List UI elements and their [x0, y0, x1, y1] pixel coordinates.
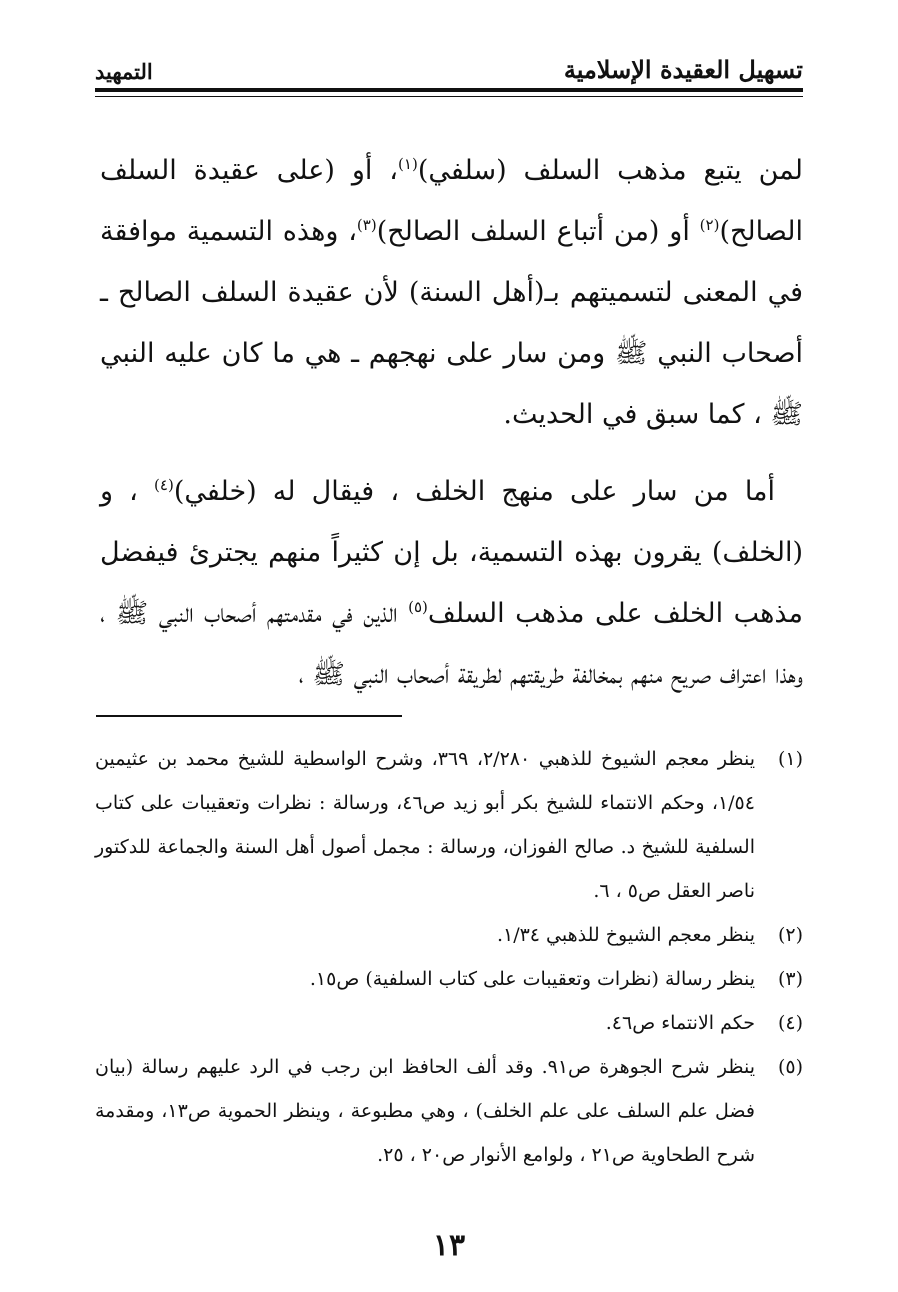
text-segment: الذين في مقدمتهم أصحاب النبي ﷺ ، وهذا اعتراف صريح منهم بمخالفة طريقتهم لطريقة أصحاب النبي ﷺ ،	[100, 598, 803, 690]
book-title: تسهيل العقيدة الإسلامية	[563, 55, 803, 84]
page-number: ١٣	[432, 1228, 466, 1263]
footnote-text: ينظر شرح الجوهرة ص٩١. وقد ألف الحافظ ابن رجب في الرد عليهم رسالة (بيان فضل علم السلف على علم الخلف) ، وهي مطبوعة ، وينظر الحموية ص١٣، ومقدمة شرح الطحاوية ص٢١ ، ولوامع الأنوار ص٢٠ ، ٢٥.	[95, 1056, 755, 1166]
footnote-number: (٤)	[777, 1012, 803, 1034]
chapter-title: التمهيد	[95, 59, 153, 84]
text-segment: ، أو (على عقيدة السلف الصالح)	[100, 155, 803, 247]
text-segment: أما من سار على منهج الخلف ، فيقال له (خلفي)	[173, 476, 776, 507]
footnote-3	[95, 957, 803, 1001]
text-segment: لمن يتبع مذهب السلف (سلفي)	[417, 155, 804, 186]
header-rule-thin	[95, 96, 803, 97]
footnote-text: ينظر معجم الشيوخ للذهبي ٢/٢٨٠، ٣٦٩، وشرح الواسطية للشيخ محمد بن عثيمين ١/٥٤، وحكم الانتماء للشيخ بكر أبو زيد ص٤٦، ورسالة : نظرات وتعقيبات على كتاب السلفية للشيخ د. صالح الفوزان، ورسالة : مجمل أصول أهل السنة والجماعة للدكتور ناصر العقل ص٥ ، ٦.	[95, 748, 756, 902]
footnote-text: ينظر معجم الشيوخ للذهبي ١/٣٤.	[496, 924, 755, 946]
running-header	[95, 40, 803, 84]
paragraph-2	[100, 461, 803, 705]
main-text	[100, 140, 803, 705]
header-rule-thick	[95, 88, 803, 92]
paragraph-1	[100, 140, 803, 445]
footnote-1	[95, 737, 803, 913]
footnote-5	[95, 1045, 803, 1177]
footnote-ref-5[interactable]: (٥)	[408, 598, 428, 616]
footnote-ref-1[interactable]: (١)	[398, 155, 418, 173]
footnote-number: (٣)	[777, 968, 803, 990]
text-segment: ، و (الخلف) يقرون بهذه التسمية، بل إن كثيراً منهم يجترئ فيفضل مذهب الخلف على مذهب السلف	[100, 476, 803, 629]
footnote-ref-3[interactable]: (٣)	[356, 216, 377, 234]
text-segment: ، وهذه التسمية موافقة في المعنى لتسميتهم بـ(أهل السنة) لأن عقيدة السلف الصالح ـ أصحاب النبي ﷺ ومن سار على نهجهم ـ هي ما كان عليه النبي ﷺ ، كما سبق في الحديث.	[100, 216, 803, 430]
text-segment: أو (من أتباع السلف الصالح)	[376, 216, 700, 247]
footnote-ref-4[interactable]: (٤)	[154, 476, 174, 494]
footnote-2	[95, 913, 803, 957]
footnote-4	[95, 1001, 803, 1045]
footnote-separator	[96, 715, 402, 717]
footnote-ref-2[interactable]: (٢)	[699, 216, 720, 234]
footnote-text: ينظر رسالة (نظرات وتعقيبات على كتاب السلفية) ص١٥.	[309, 968, 755, 990]
footnote-number: (٥)	[777, 1056, 803, 1078]
footnotes	[95, 737, 803, 1177]
footnote-number: (٢)	[777, 924, 803, 946]
footnote-number: (١)	[777, 748, 803, 770]
footnote-text: حكم الانتماء ص٤٦.	[605, 1012, 755, 1034]
